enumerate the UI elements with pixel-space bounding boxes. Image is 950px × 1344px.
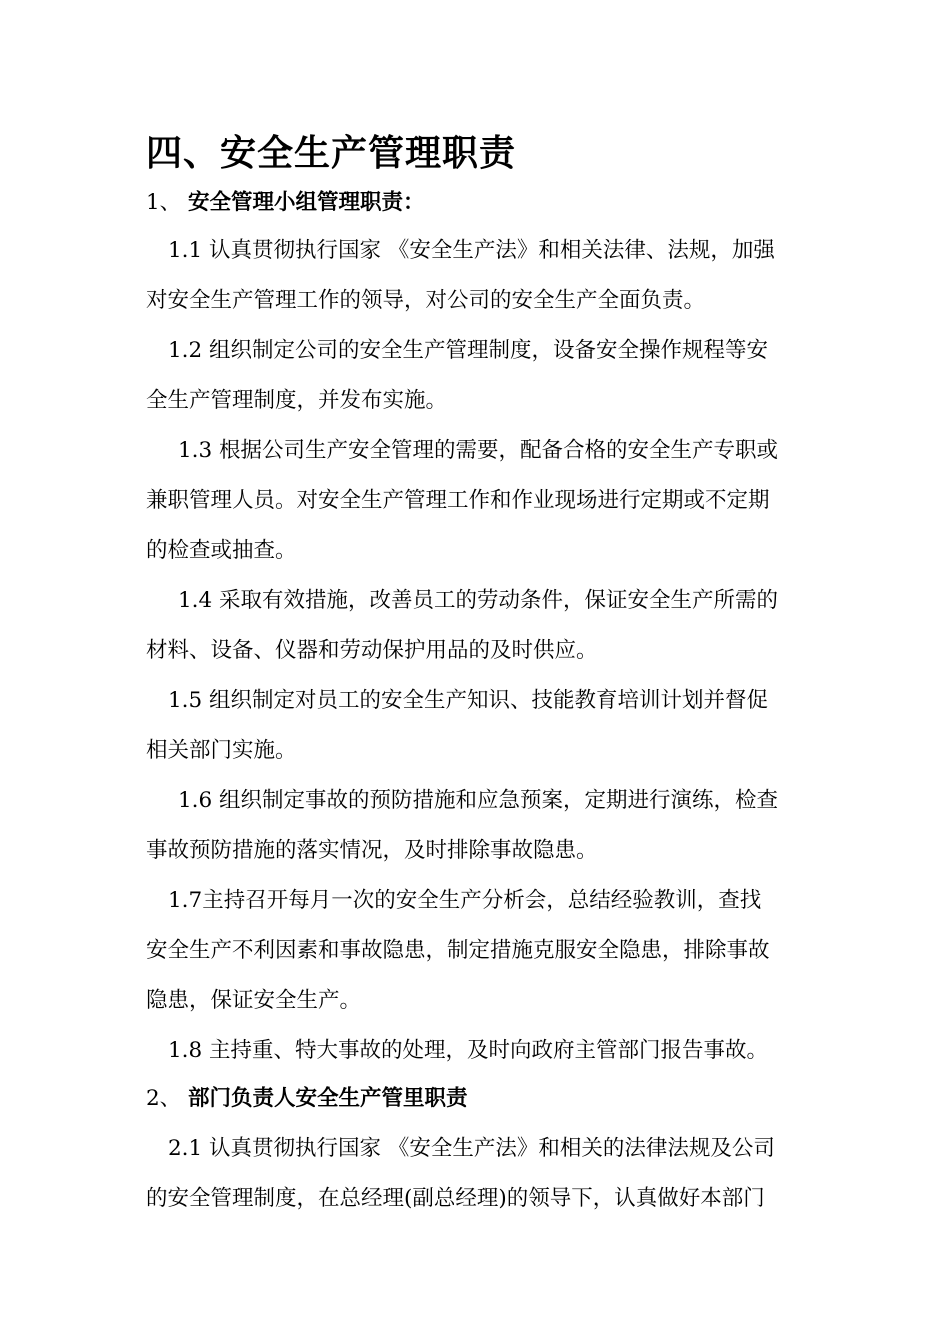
paragraph-line: 事故预防措施的落实情况，及时排除事故隐患。 [146,838,598,863]
paragraph-line: 相关部门实施。 [146,738,297,763]
paragraph-line: 1.7主持召开每月一次的安全生产分析会，总结经验教训，查找 [168,888,762,913]
paragraph-line: 对安全生产管理工作的领导，对公司的安全生产全面负责。 [146,288,706,313]
section-2-title: 部门负责人安全生产管里职责 [188,1086,468,1111]
paragraph-line: 隐患，保证安全生产。 [146,988,362,1013]
section-2-heading [146,1084,468,1114]
page-title: 四、安全生产管理职责 [146,132,517,174]
paragraph-line: 1.3 根据公司生产安全管理的需要，配备合格的安全生产专职或 [178,438,779,463]
section-1-heading [146,188,425,218]
paragraph-line: 材料、设备、仪器和劳动保护用品的及时供应。 [146,638,598,663]
section-1-number: 1、 [146,190,182,215]
paragraph-line: 1.4 采取有效措施，改善员工的劳动条件，保证安全生产所需的 [178,588,779,613]
paragraph-line: 1.2 组织制定公司的安全生产管理制度，设备安全操作规程等安 [168,338,769,363]
paragraph-line: 的检查或抽查。 [146,538,297,563]
paragraph-line: 兼职管理人员。对安全生产管理工作和作业现场进行定期或不定期 [146,488,770,513]
paragraph-line: 2.1 认真贯彻执行国家 《安全生产法》和相关的法律法规及公司 [168,1136,775,1161]
paragraph-line: 全生产管理制度，并发布实施。 [146,388,448,413]
paragraph-line: 安全生产不利因素和事故隐患，制定措施克服安全隐患，排除事故 [146,938,770,963]
paragraph-line: 的安全管理制度，在总经理(副总经理)的领导下，认真做好本部门 [146,1186,765,1211]
section-1-title: 安全管理小组管理职责： [188,190,425,215]
paragraph-line: 1.6 组织制定事故的预防措施和应急预案，定期进行演练，检查 [178,788,779,813]
paragraph-line: 1.8 主持重、特大事故的处理，及时向政府主管部门报告事故。 [168,1038,769,1063]
paragraph-line: 1.1 认真贯彻执行国家 《安全生产法》和相关法律、法规，加强 [168,238,775,263]
section-2-number: 2、 [146,1086,182,1111]
paragraph-line: 1.5 组织制定对员工的安全生产知识、技能教育培训计划并督促 [168,688,769,713]
